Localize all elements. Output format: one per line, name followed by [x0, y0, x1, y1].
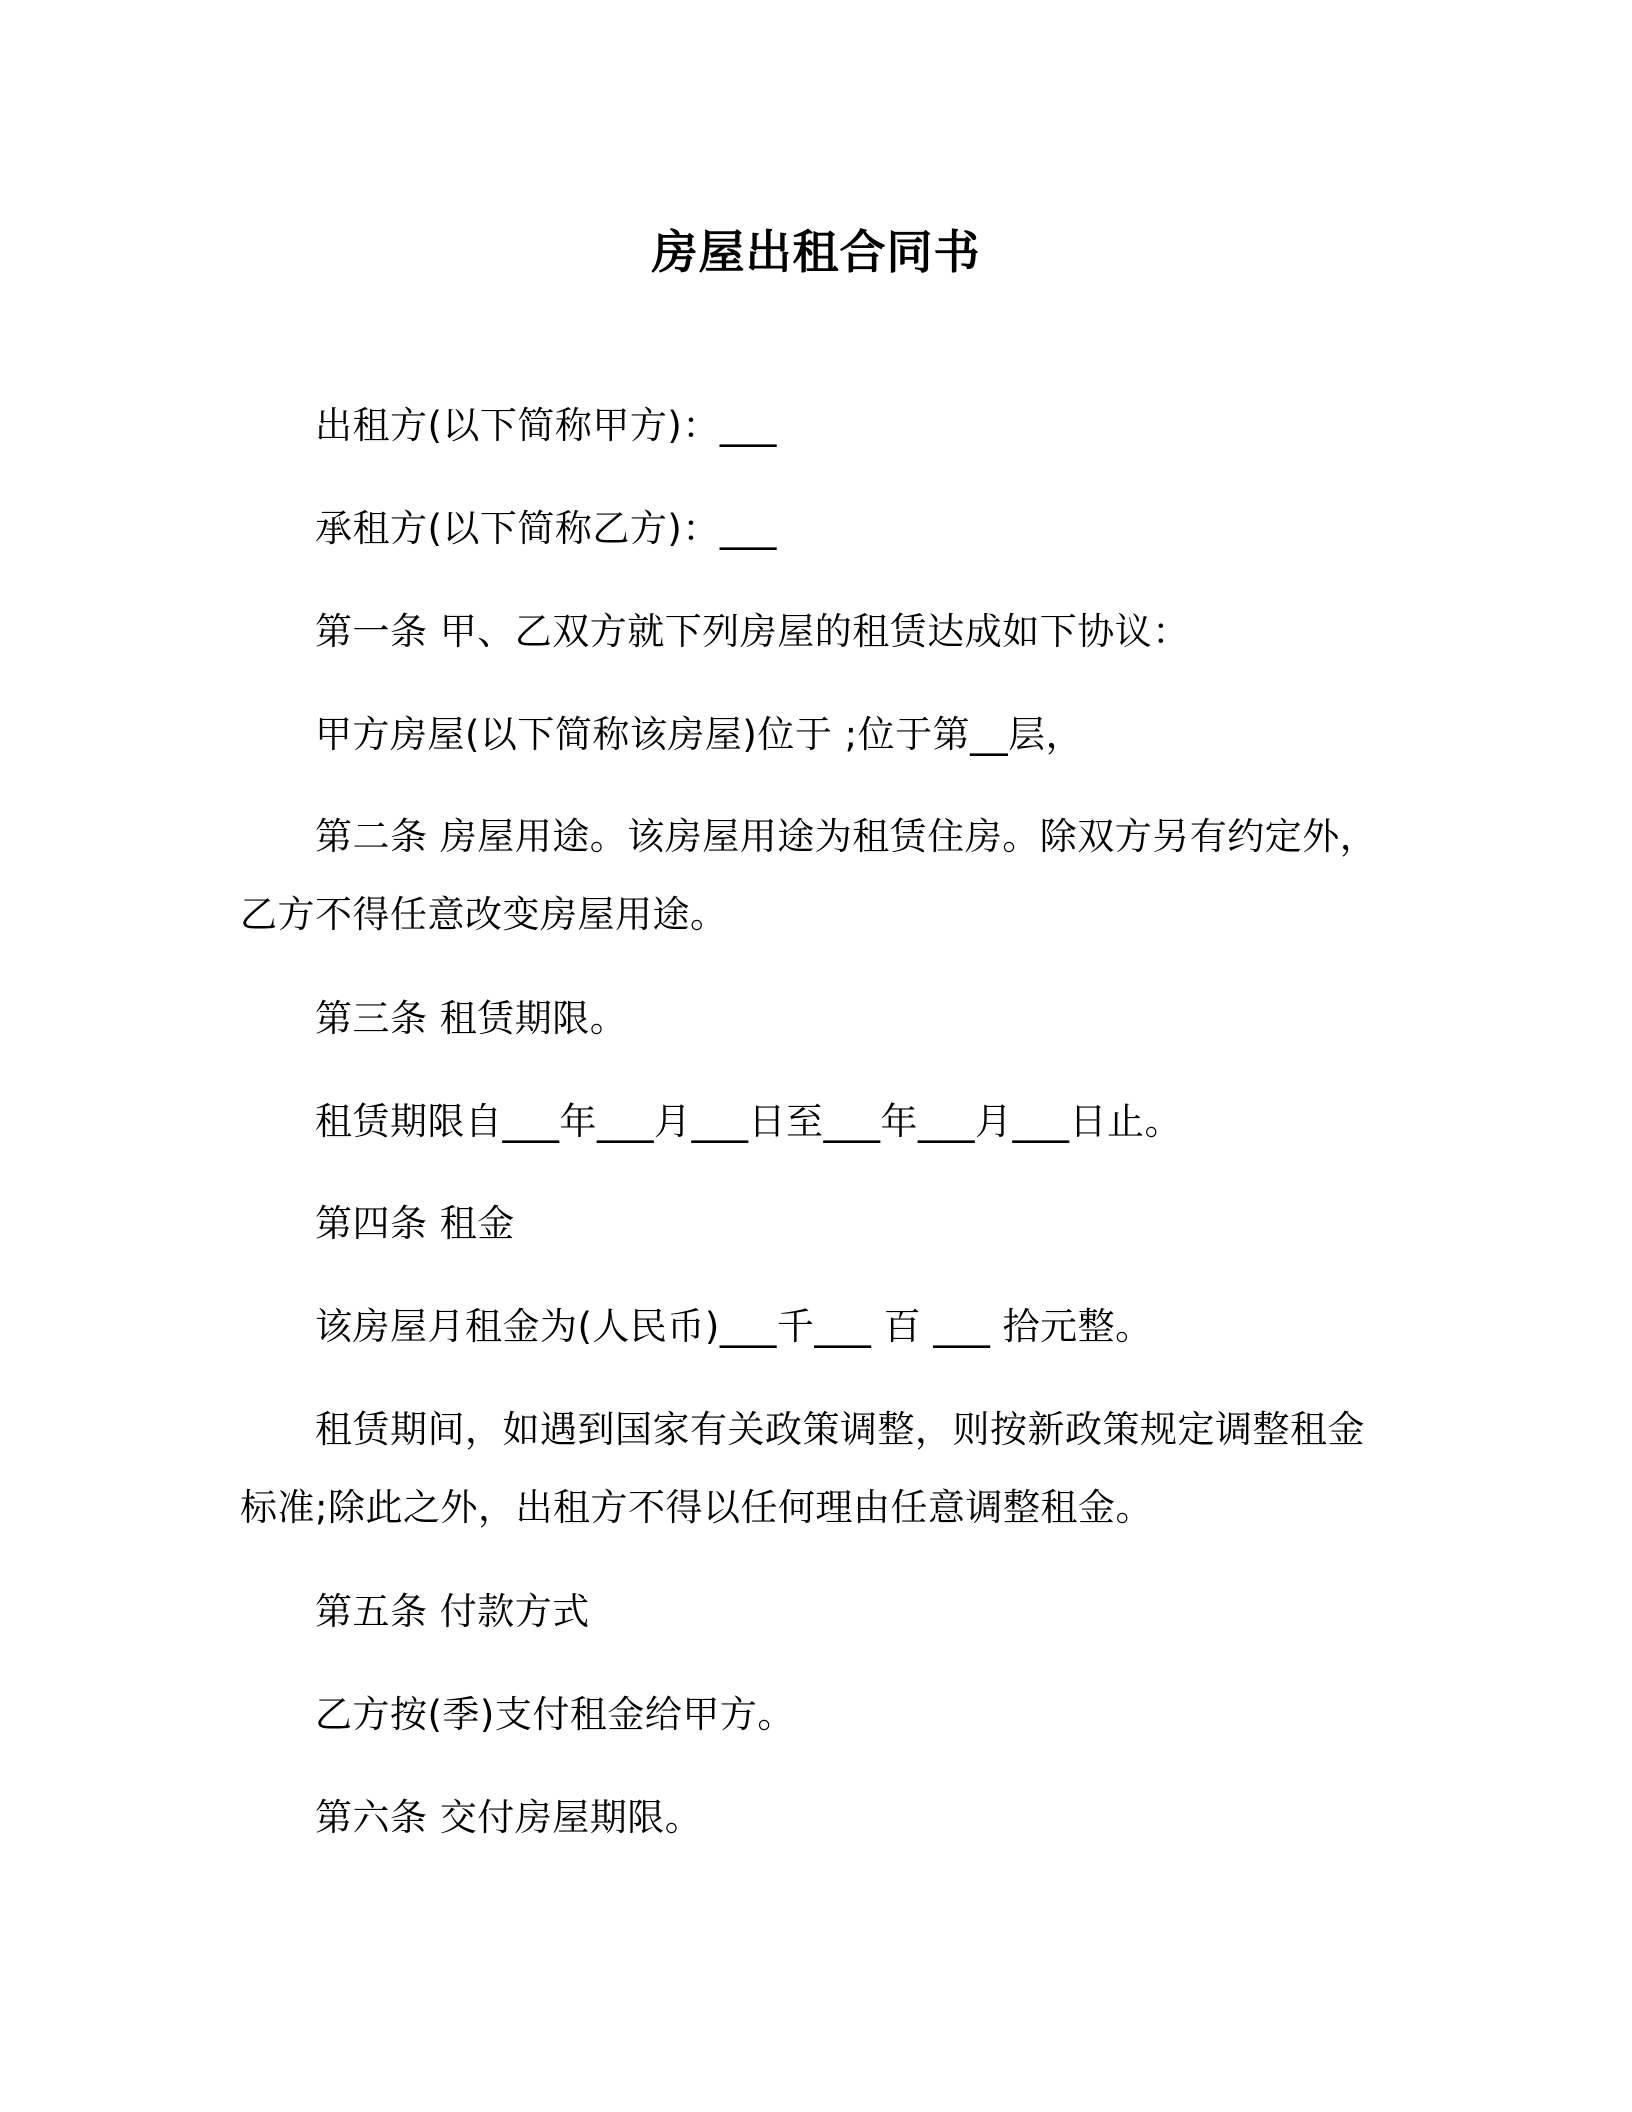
paragraph-article-2: 第二条 房屋用途。该房屋用途为租赁住房。除双方另有约定外， 乙方不得任意改变房屋用途。 — [240, 815, 1378, 936]
paragraph-article-4: 第四条 租金 — [315, 1202, 515, 1245]
paragraph-lease-term: 租赁期限自___年___月___日至___年___月___日止。 — [315, 1100, 1182, 1143]
paragraph-article-6: 第六条 交付房屋期限。 — [315, 1796, 703, 1839]
paragraph-payment: 乙方按(季)支付租金给甲方。 — [315, 1693, 795, 1736]
paragraph-rent-adjustment: 租赁期间，如遇到国家有关政策调整，则按新政策规定调整租金 标准;除此之外，出租方不得以任何理由任意调整租金。 — [240, 1408, 1365, 1529]
paragraph-article-5: 第五条 付款方式 — [315, 1590, 590, 1633]
paragraph-article-3: 第三条 租赁期限。 — [315, 997, 628, 1040]
paragraph-article-1: 第一条 甲、乙双方就下列房屋的租赁达成如下协议： — [315, 610, 1190, 653]
paragraph-lessor: 出租方(以下简称甲方)：___ — [315, 404, 777, 447]
paragraph-monthly-rent: 该房屋月租金为(人民币)___千___ 百 ___ 拾元整。 — [315, 1305, 1153, 1348]
document-title: 房屋出租合同书 — [651, 225, 981, 279]
paragraph-location: 甲方房屋(以下简称该房屋)位于 ;位于第__层， — [315, 713, 1084, 756]
paragraph-lessee: 承租方(以下简称乙方)：___ — [315, 507, 777, 550]
